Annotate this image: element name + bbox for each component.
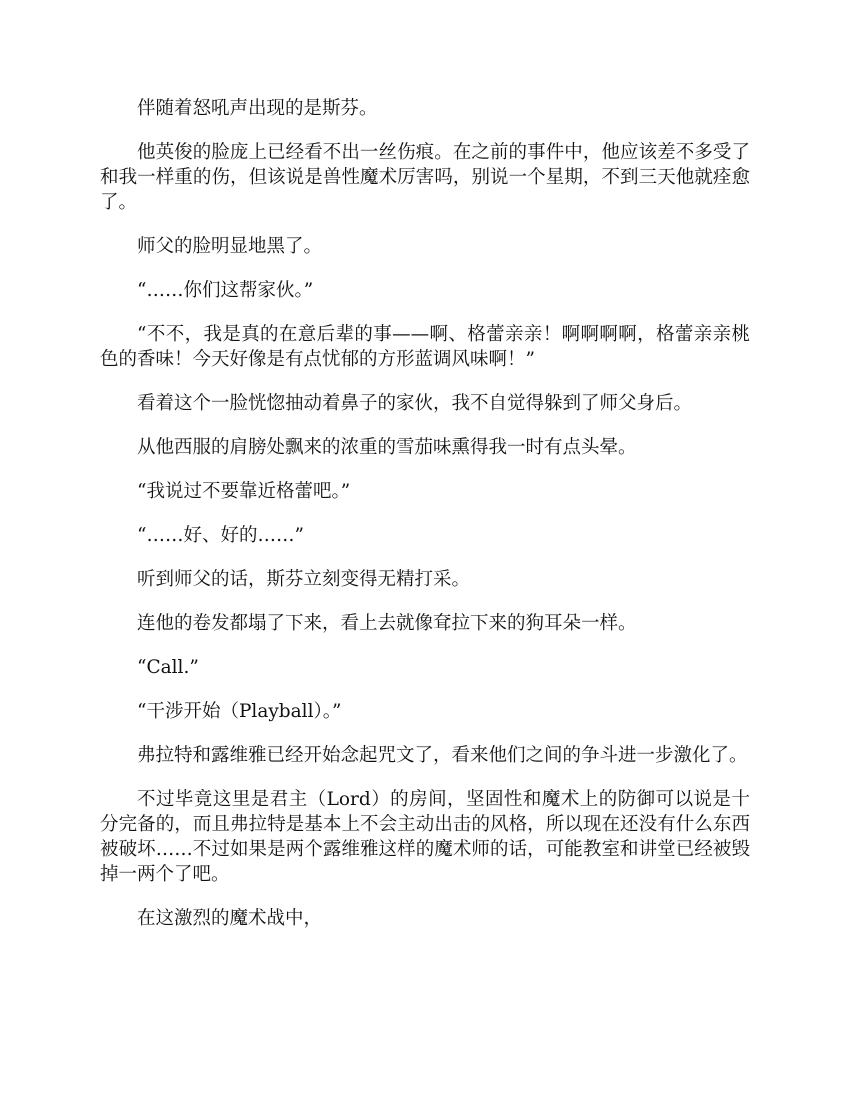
- paragraph-10: 听到师父的话，斯芬立刻变得无精打采。: [137, 569, 471, 590]
- paragraph-13: “干涉开始（Playball）。”: [137, 701, 342, 722]
- paragraph-14: 弗拉特和露维雅已经开始念起咒文了，看来他们之间的争斗进一步激化了。: [137, 745, 748, 766]
- paragraph-3: 师父的脸明显地黑了。: [137, 236, 323, 257]
- paragraph-12: “Call.”: [137, 657, 199, 678]
- paragraph-2: 他英俊的脸庞上已经看不出一丝伤痕。在之前的事件中，他应该差不多受了和我一样重的伤，但该说是兽性魔术厉害吗，别说一个星期，不到三天他就痊愈了。: [100, 142, 750, 213]
- paragraph-4: “……你们这帮家伙。”: [137, 280, 314, 301]
- paragraph-9: “……好、好的……”: [137, 525, 304, 546]
- paragraph-7: 从他西服的肩膀处飘来的浓重的雪茄味熏得我一时有点头晕。: [137, 437, 637, 458]
- paragraph-11: 连他的卷发都塌了下来，看上去就像耷拉下来的狗耳朵一样。: [137, 613, 637, 634]
- paragraph-1: 伴随着怒吼声出现的是斯芬。: [137, 98, 378, 119]
- paragraph-5: “不不，我是真的在意后辈的事——啊、格蕾亲亲！啊啊啊啊，格蕾亲亲桃色的香味！今天好像是有点忧郁的方形蓝调风味啊！”: [100, 324, 750, 370]
- paragraph-15: 不过毕竟这里是君主（Lord）的房间，坚固性和魔术上的防御可以说是十分完备的，而且弗拉特是基本上不会主动出击的风格，所以现在还没有什么东西被破坏……不过如果是两个露维雅这样的魔术师的话，可能教室和讲堂已经被毁掉一两个了吧。: [100, 789, 750, 885]
- paragraph-16: 在这激烈的魔术战中，: [137, 908, 323, 929]
- paragraph-8: “我说过不要靠近格蕾吧。”: [137, 481, 351, 502]
- paragraph-6: 看着这个一脸恍惚抽动着鼻子的家伙，我不自觉得躲到了师父身后。: [137, 393, 693, 414]
- document-page: [100, 96, 750, 950]
